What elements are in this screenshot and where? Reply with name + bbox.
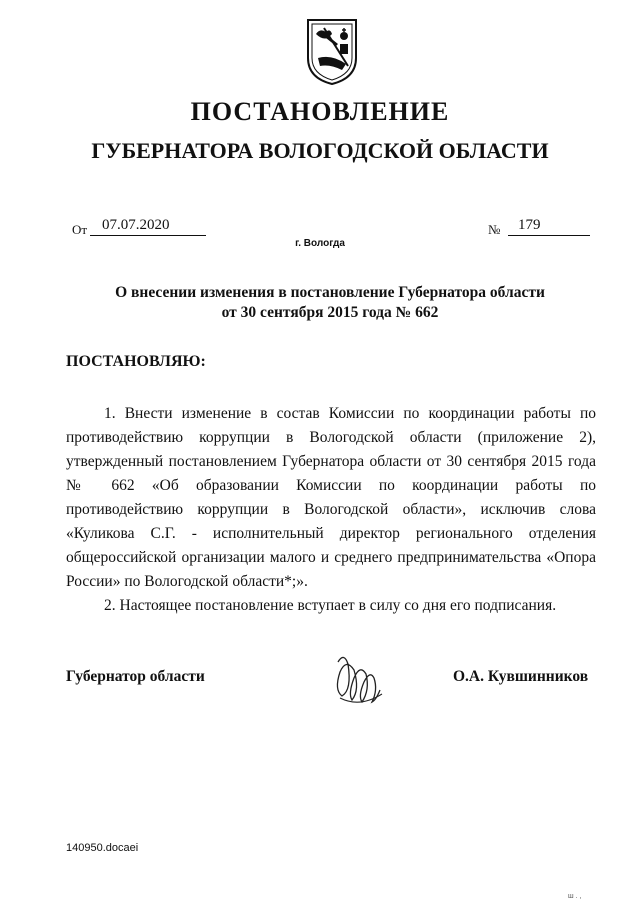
document-subtitle: ГУБЕРНАТОРА ВОЛОГОДСКОЙ ОБЛАСТИ: [91, 138, 549, 163]
signer-position: Губернатор области: [66, 668, 205, 685]
decree-word: ПОСТАНОВЛЯЮ:: [66, 353, 206, 370]
subject-line-2: от 30 сентября 2015 года № 662: [221, 304, 439, 321]
corner-mark: ш . ,: [568, 893, 582, 900]
subject-line-1: О внесении изменения в постановление Губернатора области: [115, 284, 545, 301]
file-reference: 140950.docaei: [66, 842, 139, 854]
date-label: От: [72, 222, 88, 237]
handwritten-signature: [330, 650, 390, 710]
document-body: [66, 402, 596, 618]
city-label: г. Вологда: [295, 238, 345, 249]
coat-of-arms-icon: [302, 14, 362, 88]
paragraph-1: 1. Внести изменение в состав Комиссии по координации работы по противодействию коррупции в Вологодской области (приложение 2), утвержденный постановлением Губернатора области от 30 сентября 2015 года № 662 «Об образовании Комиссии по координации работы по противодействию коррупции в Вологодской области», исключив слова «Куликова С.Г. - исполнительный директор регионального отделения общероссийской организации малого и среднего предпринимательства «Опора России» по Вологодской области*;».: [66, 405, 596, 590]
number-label: №: [488, 222, 501, 237]
document-title: ПОСТАНОВЛЕНИЕ: [190, 97, 450, 126]
date-value: 07.07.2020: [90, 218, 206, 236]
document-subject: [100, 283, 560, 323]
signer-name: О.А. Кувшинников: [453, 668, 589, 685]
paragraph-2: 2. Настоящее постановление вступает в силу со дня его подписания.: [104, 597, 557, 614]
number-value: 179: [508, 218, 590, 236]
